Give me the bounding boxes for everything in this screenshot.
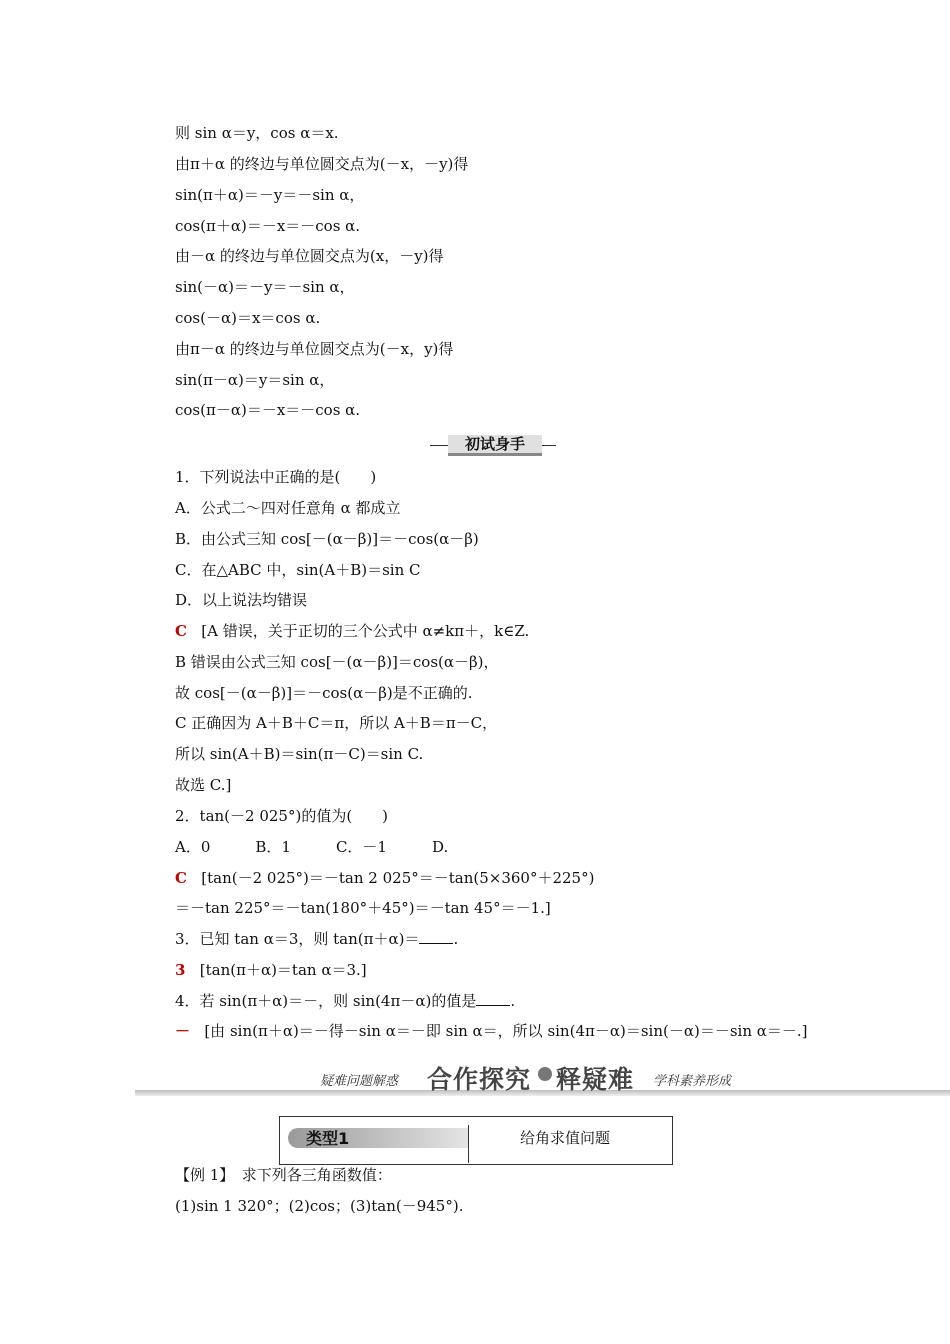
type-title: 给角求值问题 <box>520 1129 611 1147</box>
answer-letter: C <box>175 622 187 640</box>
text-line: sin(π＋α)＝－y＝－sin α， <box>175 186 365 204</box>
solution-line: B 错误由公式三知 cos[－(α－β)]＝cos(α－β)， <box>175 653 499 671</box>
header-title-part2: 释疑难 <box>556 1065 635 1094</box>
question-stem: 4．若 sin(π＋α)＝－，则 sin(4π－α)的值是 . <box>175 992 516 1010</box>
options-row: A．0 B．1 C．－1 D. <box>175 838 449 856</box>
header-bar <box>135 1090 950 1096</box>
bullet-icon <box>538 1067 552 1081</box>
text-line: 由π＋α 的终边与单位圆交点为(－x，－y)得 <box>175 155 469 173</box>
answer-letter: C <box>175 869 187 887</box>
question-stem: 1．下列说法中正确的是( ) <box>175 468 377 486</box>
answer-value: － <box>175 1022 191 1040</box>
header-title-part1: 合作探究 <box>427 1065 532 1094</box>
question-stem: 2．tan(－2 025°)的值为( ) <box>175 807 389 825</box>
question-stem: 3．已知 tan α＝3，则 tan(π＋α)＝ . <box>175 930 459 948</box>
type-box <box>279 1116 673 1165</box>
type-divider <box>468 1125 469 1163</box>
answer-value: 3 <box>175 961 186 979</box>
answer-blank <box>419 929 453 944</box>
text-line: sin(π－α)＝y＝sin α， <box>175 371 335 389</box>
section-banner <box>430 433 556 457</box>
text-line: cos(－α)＝x＝cos α. <box>175 309 321 327</box>
type-label: 类型1 <box>306 1129 350 1148</box>
solution-line: C 正确因为 A＋B＋C＝π，所以 A＋B＝π－C， <box>175 714 498 732</box>
text-line: sin(－α)＝－y＝－sin α， <box>175 278 355 296</box>
solution-line: 3 [tan(π＋α)＝tan α＝3.] <box>175 961 367 979</box>
solution-line: C [A 错误，关于正切的三个公式中 α≠kπ＋，k∈Z. <box>175 622 530 640</box>
text-line: cos(π－α)＝－x＝－cos α. <box>175 401 361 419</box>
option-c: C．在△ABC 中，sin(A＋B)＝sin C <box>175 561 421 579</box>
answer-blank <box>476 991 510 1006</box>
header-left-caption: 疑难问题解惑 <box>320 1074 399 1089</box>
solution-line: ＝－tan 225°＝－tan(180°＋45°)＝－tan 45°＝－1.] <box>175 899 551 917</box>
example-items: (1)sin 1 320°；(2)cos；(3)tan(－945°). <box>175 1197 464 1215</box>
option-a: A．公式二～四对任意角 α 都成立 <box>175 499 401 517</box>
solution-line: 故 cos[－(α－β)]＝－cos(α－β)是不正确的. <box>175 684 473 702</box>
header-right-caption: 学科素养形成 <box>653 1074 732 1089</box>
option-b: B．由公式三知 cos[－(α－β)]＝－cos(α－β) <box>175 530 479 548</box>
solution-line: 故选 C.] <box>175 776 232 794</box>
text-line: 则 sin α＝y，cos α＝x. <box>175 124 339 142</box>
solution-line: 所以 sin(A＋B)＝sin(π－C)＝sin C. <box>175 745 424 763</box>
solution-line: C [tan(－2 025°)＝－tan 2 025°＝－tan(5×360°＋225°) <box>175 869 595 887</box>
solution-line: － [由 sin(π＋α)＝－得－sin α＝－即 sin α＝，所以 sin(4π－α)＝sin(－α)＝－sin α＝－.] <box>175 1022 808 1040</box>
text-line: cos(π＋α)＝－x＝－cos α. <box>175 217 361 235</box>
text-line: 由π－α 的终边与单位圆交点为(－x，y)得 <box>175 340 454 358</box>
text-line: 由－α 的终边与单位圆交点为(x，－y)得 <box>175 247 444 265</box>
section-header <box>135 1060 950 1102</box>
example-label: 【例 1】 求下列各三角函数值： <box>175 1166 392 1184</box>
banner-title: 初试身手 <box>448 435 542 456</box>
option-d: D．以上说法均错误 <box>175 591 308 609</box>
